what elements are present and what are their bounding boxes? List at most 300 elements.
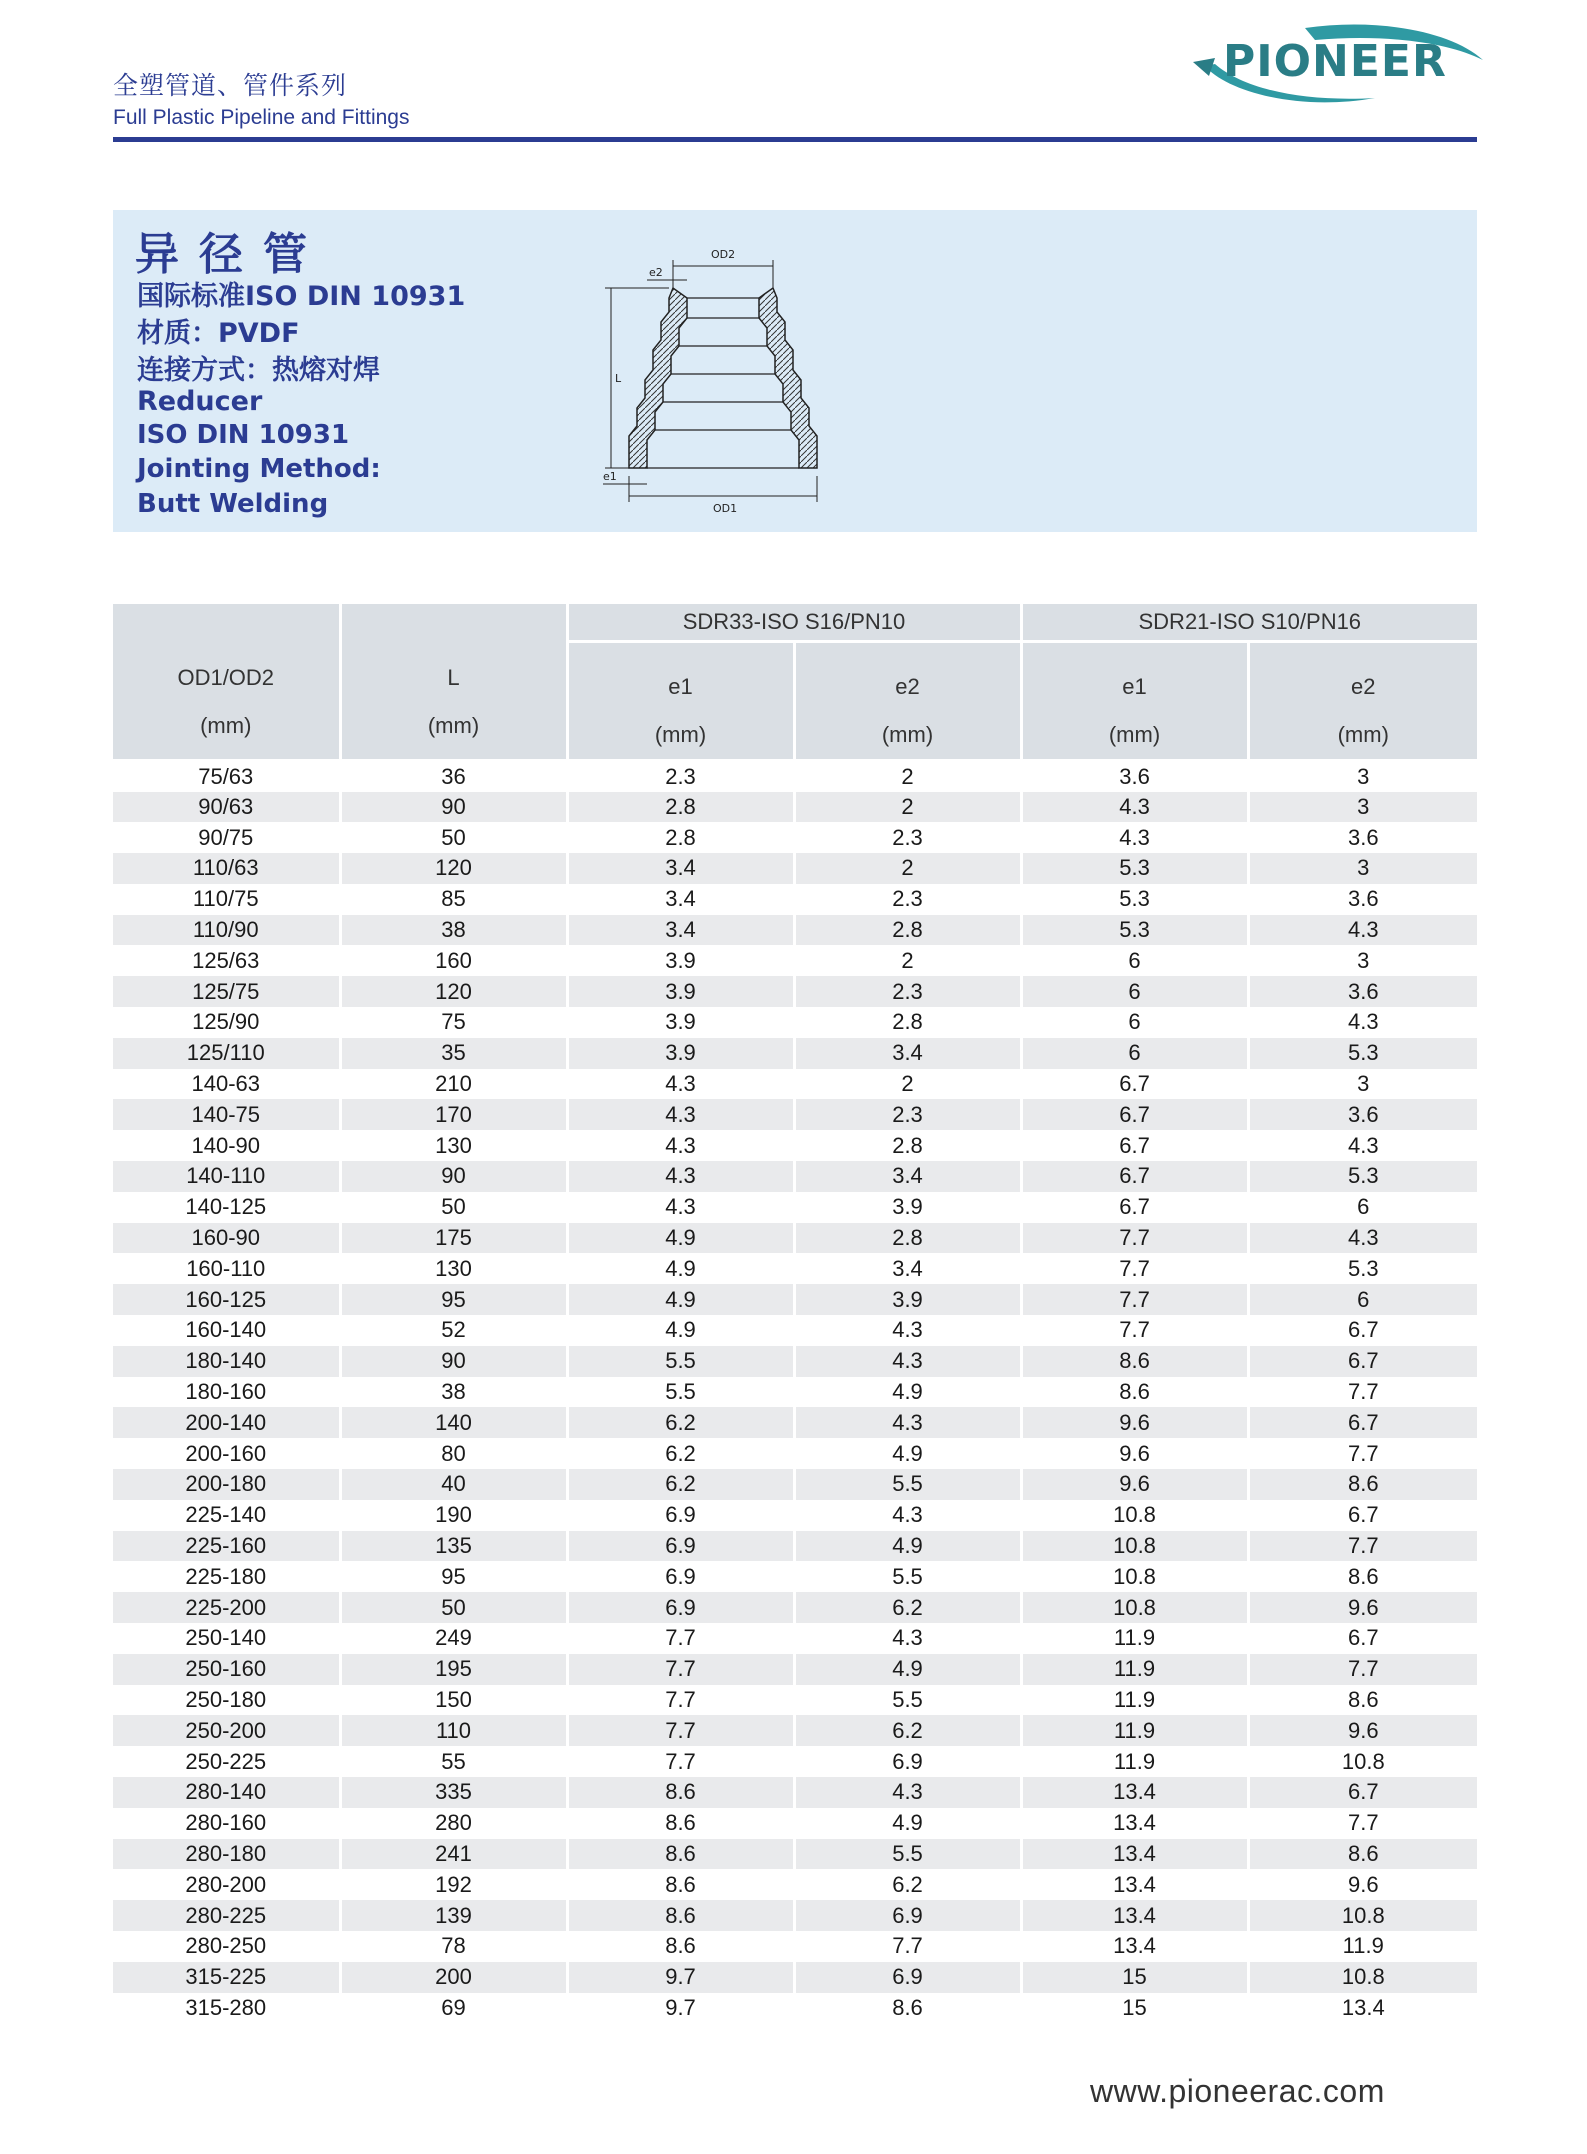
e2-label: e2 bbox=[649, 266, 663, 279]
table-row bbox=[113, 1962, 1477, 1993]
sdr21-e1-cell: 6.7 bbox=[1021, 1069, 1248, 1100]
sdr33-e1-cell: 4.3 bbox=[567, 1161, 794, 1192]
sdr33-e1-cell: 5.5 bbox=[567, 1346, 794, 1377]
length-cell: 140 bbox=[340, 1407, 567, 1438]
length-cell: 335 bbox=[340, 1777, 567, 1808]
sdr33-e2-cell: 4.3 bbox=[794, 1346, 1021, 1377]
sdr33-e2-cell: 3.4 bbox=[794, 1253, 1021, 1284]
series-title-en: Full Plastic Pipeline and Fittings bbox=[113, 106, 410, 129]
sdr21-e2-cell: 3 bbox=[1248, 945, 1477, 976]
length-cell: 38 bbox=[340, 915, 567, 946]
sdr21-e1-cell: 10.8 bbox=[1021, 1592, 1248, 1623]
sdr21-e1-cell: 5.3 bbox=[1021, 853, 1248, 884]
table-body bbox=[113, 760, 1477, 2023]
table-row bbox=[113, 1777, 1477, 1808]
sdr33-e2-cell: 2 bbox=[794, 945, 1021, 976]
sdr33-e1-cell: 8.6 bbox=[567, 1777, 794, 1808]
sdr21-e2-cell: 9.6 bbox=[1248, 1869, 1477, 1900]
sdr21-e1-cell: 5.3 bbox=[1021, 915, 1248, 946]
length-cell: 69 bbox=[340, 1993, 567, 2024]
length-cell: 241 bbox=[340, 1839, 567, 1870]
sdr33-e1-cell: 2.8 bbox=[567, 792, 794, 823]
table-row bbox=[113, 1561, 1477, 1592]
table-row bbox=[113, 1161, 1477, 1192]
table-row bbox=[113, 1007, 1477, 1038]
od1-od2-cell: 250-160 bbox=[113, 1654, 340, 1685]
od1-od2-cell: 180-140 bbox=[113, 1346, 340, 1377]
table-row bbox=[113, 1500, 1477, 1531]
sdr21-e2-cell: 5.3 bbox=[1248, 1038, 1477, 1069]
sdr33-e2-cell: 4.3 bbox=[794, 1315, 1021, 1346]
length-cell: 52 bbox=[340, 1315, 567, 1346]
sdr21-e1-cell: 13.4 bbox=[1021, 1808, 1248, 1839]
od1-od2-cell: 90/63 bbox=[113, 792, 340, 823]
od1-od2-cell: 125/90 bbox=[113, 1007, 340, 1038]
sdr33-e1-cell: 8.6 bbox=[567, 1931, 794, 1962]
sdr33-e1-cell: 7.7 bbox=[567, 1715, 794, 1746]
sdr33-e1-cell: 6.9 bbox=[567, 1500, 794, 1531]
table-row bbox=[113, 1315, 1477, 1346]
sdr33-e2-cell: 2 bbox=[794, 1069, 1021, 1100]
sdr33-e2-cell: 2 bbox=[794, 853, 1021, 884]
table-row bbox=[113, 1869, 1477, 1900]
table-row bbox=[113, 1407, 1477, 1438]
sdr33-e1-cell: 6.9 bbox=[567, 1531, 794, 1562]
sdr21-e1-cell: 11.9 bbox=[1021, 1654, 1248, 1685]
od1-label: OD1 bbox=[713, 502, 738, 515]
sdr33-e1-cell: 8.6 bbox=[567, 1808, 794, 1839]
od1-od2-cell: 200-180 bbox=[113, 1469, 340, 1500]
sdr33-e1-cell: 8.6 bbox=[567, 1900, 794, 1931]
col-header-l bbox=[340, 604, 567, 760]
length-cell: 85 bbox=[340, 884, 567, 915]
table-row bbox=[113, 1192, 1477, 1223]
sdr21-e2-cell: 4.3 bbox=[1248, 915, 1477, 946]
sdr33-e2-cell: 3.4 bbox=[794, 1038, 1021, 1069]
length-cell: 130 bbox=[340, 1130, 567, 1161]
length-cell: 150 bbox=[340, 1685, 567, 1716]
sdr33-e1-cell: 3.9 bbox=[567, 1038, 794, 1069]
sdr33-e2-cell: 2.8 bbox=[794, 915, 1021, 946]
jointing-value: Butt Welding bbox=[137, 489, 329, 519]
connection-cn: 连接方式：热熔对焊 bbox=[137, 355, 380, 386]
sdr21-e2-cell: 13.4 bbox=[1248, 1993, 1477, 2024]
col-header-e2-unit: (mm) bbox=[1337, 721, 1389, 747]
sdr33-e1-cell: 8.6 bbox=[567, 1869, 794, 1900]
table-row bbox=[113, 915, 1477, 946]
sdr21-e1-cell: 4.3 bbox=[1021, 792, 1248, 823]
col-header-od-unit: (mm) bbox=[200, 713, 252, 738]
sdr33-e1-cell: 5.5 bbox=[567, 1377, 794, 1408]
od1-od2-cell: 225-180 bbox=[113, 1561, 340, 1592]
sdr21-e2-cell: 6.7 bbox=[1248, 1407, 1477, 1438]
sdr21-e2-cell: 11.9 bbox=[1248, 1931, 1477, 1962]
col-header-sdr21-e2 bbox=[1248, 641, 1477, 760]
sdr33-e2-cell: 2.8 bbox=[794, 1130, 1021, 1161]
sdr21-e2-cell: 3 bbox=[1248, 760, 1477, 792]
od1-od2-cell: 140-110 bbox=[113, 1161, 340, 1192]
od1-od2-cell: 315-280 bbox=[113, 1993, 340, 2024]
sdr21-e1-cell: 13.4 bbox=[1021, 1777, 1248, 1808]
sdr21-e2-cell: 3.6 bbox=[1248, 1099, 1477, 1130]
sdr33-e1-cell: 2.8 bbox=[567, 822, 794, 853]
length-cell: 90 bbox=[340, 1346, 567, 1377]
sdr33-e1-cell: 3.4 bbox=[567, 884, 794, 915]
table-row bbox=[113, 1130, 1477, 1161]
sdr21-e2-cell: 7.7 bbox=[1248, 1377, 1477, 1408]
sdr21-e1-cell: 6.7 bbox=[1021, 1099, 1248, 1130]
sdr33-e1-cell: 4.9 bbox=[567, 1223, 794, 1254]
sdr21-e2-cell: 6 bbox=[1248, 1284, 1477, 1315]
sdr33-e1-cell: 6.2 bbox=[567, 1438, 794, 1469]
sdr33-e1-cell: 4.3 bbox=[567, 1099, 794, 1130]
sdr33-e2-cell: 4.3 bbox=[794, 1500, 1021, 1531]
length-cell: 175 bbox=[340, 1223, 567, 1254]
sdr21-e2-cell: 8.6 bbox=[1248, 1469, 1477, 1500]
table-row bbox=[113, 976, 1477, 1007]
col-header-l-label: L bbox=[447, 665, 460, 690]
sdr33-e2-cell: 3.4 bbox=[794, 1161, 1021, 1192]
length-cell: 170 bbox=[340, 1099, 567, 1130]
series-title-cn: 全塑管道、管件系列 bbox=[113, 71, 348, 100]
standard-en: ISO DIN 10931 bbox=[137, 420, 350, 450]
sdr21-e1-cell: 4.3 bbox=[1021, 822, 1248, 853]
sdr21-e1-cell: 6.7 bbox=[1021, 1130, 1248, 1161]
od1-od2-cell: 125/63 bbox=[113, 945, 340, 976]
sdr21-e1-cell: 6 bbox=[1021, 1007, 1248, 1038]
sdr33-e2-cell: 4.3 bbox=[794, 1623, 1021, 1654]
sdr33-e1-cell: 6.2 bbox=[567, 1469, 794, 1500]
sdr33-e2-cell: 4.3 bbox=[794, 1407, 1021, 1438]
sdr21-e2-cell: 4.3 bbox=[1248, 1130, 1477, 1161]
length-cell: 38 bbox=[340, 1377, 567, 1408]
sdr33-e2-cell: 6.2 bbox=[794, 1715, 1021, 1746]
table-row bbox=[113, 1685, 1477, 1716]
sdr33-e1-cell: 3.4 bbox=[567, 853, 794, 884]
od1-od2-cell: 75/63 bbox=[113, 760, 340, 792]
table-row bbox=[113, 1346, 1477, 1377]
od1-od2-cell: 280-140 bbox=[113, 1777, 340, 1808]
sdr21-e2-cell: 10.8 bbox=[1248, 1962, 1477, 1993]
sdr33-e2-cell: 6.9 bbox=[794, 1900, 1021, 1931]
sdr21-e1-cell: 7.7 bbox=[1021, 1223, 1248, 1254]
table-row bbox=[113, 1099, 1477, 1130]
sdr21-e1-cell: 15 bbox=[1021, 1962, 1248, 1993]
col-header-e1-label: e1 bbox=[668, 673, 693, 699]
sdr21-e2-cell: 8.6 bbox=[1248, 1561, 1477, 1592]
sdr33-e1-cell: 9.7 bbox=[567, 1962, 794, 1993]
sdr33-e2-cell: 2.3 bbox=[794, 884, 1021, 915]
sdr21-e1-cell: 6 bbox=[1021, 976, 1248, 1007]
length-cell: 75 bbox=[340, 1007, 567, 1038]
sdr33-e1-cell: 7.7 bbox=[567, 1623, 794, 1654]
sdr33-e2-cell: 4.9 bbox=[794, 1808, 1021, 1839]
col-header-e1-label: e1 bbox=[1122, 673, 1147, 699]
sdr33-e2-cell: 6.2 bbox=[794, 1869, 1021, 1900]
table-row bbox=[113, 1900, 1477, 1931]
sdr33-e1-cell: 9.7 bbox=[567, 1993, 794, 2024]
od1-od2-cell: 140-75 bbox=[113, 1099, 340, 1130]
sdr21-e2-cell: 8.6 bbox=[1248, 1839, 1477, 1870]
length-cell: 50 bbox=[340, 822, 567, 853]
length-cell: 95 bbox=[340, 1284, 567, 1315]
sdr21-e2-cell: 3 bbox=[1248, 853, 1477, 884]
sdr33-e1-cell: 3.9 bbox=[567, 1007, 794, 1038]
e1-label: e1 bbox=[603, 470, 617, 483]
sdr33-e2-cell: 2.8 bbox=[794, 1007, 1021, 1038]
length-cell: 139 bbox=[340, 1900, 567, 1931]
sdr21-e2-cell: 4.3 bbox=[1248, 1007, 1477, 1038]
table-row bbox=[113, 1592, 1477, 1623]
l-label: L bbox=[615, 372, 622, 385]
sdr33-e1-cell: 4.3 bbox=[567, 1069, 794, 1100]
group-header-sdr33: SDR33-ISO S16/PN10 bbox=[567, 604, 1021, 641]
od1-od2-cell: 250-180 bbox=[113, 1685, 340, 1716]
product-info-panel bbox=[113, 210, 1477, 532]
header-divider bbox=[113, 137, 1477, 142]
sdr21-e1-cell: 8.6 bbox=[1021, 1377, 1248, 1408]
sdr33-e1-cell: 7.7 bbox=[567, 1746, 794, 1777]
sdr21-e1-cell: 10.8 bbox=[1021, 1500, 1248, 1531]
table-row bbox=[113, 1931, 1477, 1962]
table-row bbox=[113, 1746, 1477, 1777]
website-url[interactable]: www.pioneerac.com bbox=[1090, 2073, 1385, 2109]
sdr21-e2-cell: 10.8 bbox=[1248, 1746, 1477, 1777]
sdr21-e2-cell: 3.6 bbox=[1248, 822, 1477, 853]
sdr21-e2-cell: 10.8 bbox=[1248, 1900, 1477, 1931]
sdr21-e2-cell: 6.7 bbox=[1248, 1777, 1477, 1808]
sdr33-e2-cell: 2 bbox=[794, 792, 1021, 823]
sdr21-e2-cell: 7.7 bbox=[1248, 1654, 1477, 1685]
col-header-e2-label: e2 bbox=[1351, 673, 1376, 699]
table-row bbox=[113, 1469, 1477, 1500]
sdr21-e2-cell: 6.7 bbox=[1248, 1623, 1477, 1654]
sdr21-e2-cell: 3.6 bbox=[1248, 976, 1477, 1007]
sdr21-e1-cell: 6.7 bbox=[1021, 1192, 1248, 1223]
sdr21-e1-cell: 9.6 bbox=[1021, 1469, 1248, 1500]
sdr33-e1-cell: 4.9 bbox=[567, 1315, 794, 1346]
od1-od2-cell: 160-110 bbox=[113, 1253, 340, 1284]
sdr21-e2-cell: 7.7 bbox=[1248, 1438, 1477, 1469]
od1-od2-cell: 280-200 bbox=[113, 1869, 340, 1900]
sdr21-e1-cell: 13.4 bbox=[1021, 1869, 1248, 1900]
standard-cn: 国际标准ISO DIN 10931 bbox=[137, 281, 466, 312]
length-cell: 50 bbox=[340, 1592, 567, 1623]
od1-od2-cell: 225-200 bbox=[113, 1592, 340, 1623]
product-title-cn: 异径管 bbox=[135, 229, 327, 280]
table-row bbox=[113, 1654, 1477, 1685]
table-row bbox=[113, 1531, 1477, 1562]
sdr33-e2-cell: 2 bbox=[794, 760, 1021, 792]
length-cell: 160 bbox=[340, 945, 567, 976]
sdr33-e2-cell: 5.5 bbox=[794, 1561, 1021, 1592]
sdr21-e2-cell: 4.3 bbox=[1248, 1223, 1477, 1254]
col-header-l-unit: (mm) bbox=[427, 713, 480, 738]
length-cell: 40 bbox=[340, 1469, 567, 1500]
sdr33-e2-cell: 3.9 bbox=[794, 1284, 1021, 1315]
sdr33-e2-cell: 7.7 bbox=[794, 1931, 1021, 1962]
sdr21-e2-cell: 9.6 bbox=[1248, 1592, 1477, 1623]
col-header-od bbox=[113, 604, 340, 760]
length-cell: 90 bbox=[340, 792, 567, 823]
table-row bbox=[113, 945, 1477, 976]
length-cell: 50 bbox=[340, 1192, 567, 1223]
jointing-label: Jointing Method: bbox=[137, 454, 381, 484]
length-cell: 190 bbox=[340, 1500, 567, 1531]
dimension-table bbox=[113, 604, 1477, 2023]
od1-od2-cell: 250-225 bbox=[113, 1746, 340, 1777]
sdr33-e1-cell: 4.9 bbox=[567, 1253, 794, 1284]
sdr21-e1-cell: 5.3 bbox=[1021, 884, 1248, 915]
sdr21-e1-cell: 3.6 bbox=[1021, 760, 1248, 792]
sdr33-e1-cell: 7.7 bbox=[567, 1654, 794, 1685]
table-row bbox=[113, 884, 1477, 915]
od1-od2-cell: 250-140 bbox=[113, 1623, 340, 1654]
col-header-sdr21-e1 bbox=[1021, 641, 1248, 760]
od1-od2-cell: 200-160 bbox=[113, 1438, 340, 1469]
od1-od2-cell: 200-140 bbox=[113, 1407, 340, 1438]
col-header-e2-unit: (mm) bbox=[881, 721, 934, 747]
sdr21-e2-cell: 3 bbox=[1248, 792, 1477, 823]
od1-od2-cell: 90/75 bbox=[113, 822, 340, 853]
od1-od2-cell: 160-140 bbox=[113, 1315, 340, 1346]
sdr21-e1-cell: 9.6 bbox=[1021, 1407, 1248, 1438]
table-row bbox=[113, 1438, 1477, 1469]
sdr21-e2-cell: 5.3 bbox=[1248, 1161, 1477, 1192]
table-row bbox=[113, 1038, 1477, 1069]
sdr21-e1-cell: 7.7 bbox=[1021, 1253, 1248, 1284]
length-cell: 192 bbox=[340, 1869, 567, 1900]
sdr21-e1-cell: 7.7 bbox=[1021, 1315, 1248, 1346]
sdr33-e1-cell: 6.9 bbox=[567, 1561, 794, 1592]
sdr33-e1-cell: 6.2 bbox=[567, 1407, 794, 1438]
length-cell: 200 bbox=[340, 1962, 567, 1993]
od1-od2-cell: 110/90 bbox=[113, 915, 340, 946]
length-cell: 35 bbox=[340, 1038, 567, 1069]
sdr33-e1-cell: 3.9 bbox=[567, 945, 794, 976]
reducer-drawing-icon bbox=[603, 240, 843, 520]
od1-od2-cell: 315-225 bbox=[113, 1962, 340, 1993]
table-row bbox=[113, 1839, 1477, 1870]
table-row bbox=[113, 1253, 1477, 1284]
sdr33-e2-cell: 2.3 bbox=[794, 1099, 1021, 1130]
od1-od2-cell: 160-125 bbox=[113, 1284, 340, 1315]
sdr33-e2-cell: 5.5 bbox=[794, 1839, 1021, 1870]
od1-od2-cell: 280-180 bbox=[113, 1839, 340, 1870]
sdr33-e1-cell: 3.4 bbox=[567, 915, 794, 946]
sdr21-e1-cell: 6 bbox=[1021, 945, 1248, 976]
od1-od2-cell: 140-90 bbox=[113, 1130, 340, 1161]
table-row bbox=[113, 853, 1477, 884]
sdr21-e1-cell: 8.6 bbox=[1021, 1346, 1248, 1377]
od1-od2-cell: 250-200 bbox=[113, 1715, 340, 1746]
group-header-sdr21: SDR21-ISO S10/PN16 bbox=[1021, 604, 1477, 641]
length-cell: 95 bbox=[340, 1561, 567, 1592]
product-name-en: Reducer bbox=[137, 386, 263, 417]
material-cn: 材质：PVDF bbox=[137, 318, 300, 349]
sdr33-e2-cell: 6.2 bbox=[794, 1592, 1021, 1623]
od1-od2-cell: 180-160 bbox=[113, 1377, 340, 1408]
sdr21-e2-cell: 9.6 bbox=[1248, 1715, 1477, 1746]
od2-label: OD2 bbox=[711, 248, 736, 261]
sdr21-e2-cell: 7.7 bbox=[1248, 1531, 1477, 1562]
sdr21-e1-cell: 10.8 bbox=[1021, 1561, 1248, 1592]
length-cell: 195 bbox=[340, 1654, 567, 1685]
length-cell: 80 bbox=[340, 1438, 567, 1469]
col-header-e1-unit: (mm) bbox=[654, 721, 707, 747]
sdr21-e2-cell: 6.7 bbox=[1248, 1346, 1477, 1377]
od1-od2-cell: 110/75 bbox=[113, 884, 340, 915]
sdr33-e2-cell: 8.6 bbox=[794, 1993, 1021, 2024]
length-cell: 210 bbox=[340, 1069, 567, 1100]
sdr33-e2-cell: 4.9 bbox=[794, 1531, 1021, 1562]
table-row bbox=[113, 1284, 1477, 1315]
table-row bbox=[113, 760, 1477, 792]
od1-od2-cell: 110/63 bbox=[113, 853, 340, 884]
od1-od2-cell: 225-160 bbox=[113, 1531, 340, 1562]
table-row bbox=[113, 822, 1477, 853]
sdr33-e1-cell: 7.7 bbox=[567, 1685, 794, 1716]
sdr33-e2-cell: 2.3 bbox=[794, 822, 1021, 853]
od1-od2-cell: 125/75 bbox=[113, 976, 340, 1007]
length-cell: 120 bbox=[340, 976, 567, 1007]
sdr33-e1-cell: 4.3 bbox=[567, 1192, 794, 1223]
table-row bbox=[113, 1069, 1477, 1100]
sdr21-e2-cell: 8.6 bbox=[1248, 1685, 1477, 1716]
length-cell: 249 bbox=[340, 1623, 567, 1654]
length-cell: 135 bbox=[340, 1531, 567, 1562]
length-cell: 78 bbox=[340, 1931, 567, 1962]
sdr21-e2-cell: 6.7 bbox=[1248, 1315, 1477, 1346]
sdr33-e1-cell: 8.6 bbox=[567, 1839, 794, 1870]
length-cell: 120 bbox=[340, 853, 567, 884]
sdr21-e2-cell: 7.7 bbox=[1248, 1808, 1477, 1839]
table-row bbox=[113, 1993, 1477, 2024]
sdr21-e1-cell: 11.9 bbox=[1021, 1623, 1248, 1654]
length-cell: 280 bbox=[340, 1808, 567, 1839]
sdr21-e2-cell: 5.3 bbox=[1248, 1253, 1477, 1284]
sdr21-e1-cell: 7.7 bbox=[1021, 1284, 1248, 1315]
col-header-sdr33-e2 bbox=[794, 641, 1021, 760]
length-cell: 130 bbox=[340, 1253, 567, 1284]
od1-od2-cell: 160-90 bbox=[113, 1223, 340, 1254]
sdr21-e1-cell: 13.4 bbox=[1021, 1931, 1248, 1962]
od1-od2-cell: 280-160 bbox=[113, 1808, 340, 1839]
col-header-e2-label: e2 bbox=[895, 673, 920, 699]
sdr21-e1-cell: 10.8 bbox=[1021, 1531, 1248, 1562]
sdr21-e1-cell: 13.4 bbox=[1021, 1839, 1248, 1870]
sdr33-e2-cell: 3.9 bbox=[794, 1192, 1021, 1223]
table-row bbox=[113, 1715, 1477, 1746]
sdr33-e1-cell: 2.3 bbox=[567, 760, 794, 792]
table-row bbox=[113, 1377, 1477, 1408]
od1-od2-cell: 125/110 bbox=[113, 1038, 340, 1069]
sdr21-e1-cell: 6 bbox=[1021, 1038, 1248, 1069]
sdr21-e1-cell: 9.6 bbox=[1021, 1438, 1248, 1469]
length-cell: 110 bbox=[340, 1715, 567, 1746]
sdr33-e1-cell: 3.9 bbox=[567, 976, 794, 1007]
table-row bbox=[113, 792, 1477, 823]
sdr33-e1-cell: 6.9 bbox=[567, 1592, 794, 1623]
sdr33-e2-cell: 2.3 bbox=[794, 976, 1021, 1007]
sdr33-e1-cell: 4.9 bbox=[567, 1284, 794, 1315]
od1-od2-cell: 280-225 bbox=[113, 1900, 340, 1931]
length-cell: 36 bbox=[340, 760, 567, 792]
col-header-e1-unit: (mm) bbox=[1108, 721, 1161, 747]
sdr21-e1-cell: 15 bbox=[1021, 1993, 1248, 2024]
sdr21-e2-cell: 3.6 bbox=[1248, 884, 1477, 915]
length-cell: 55 bbox=[340, 1746, 567, 1777]
